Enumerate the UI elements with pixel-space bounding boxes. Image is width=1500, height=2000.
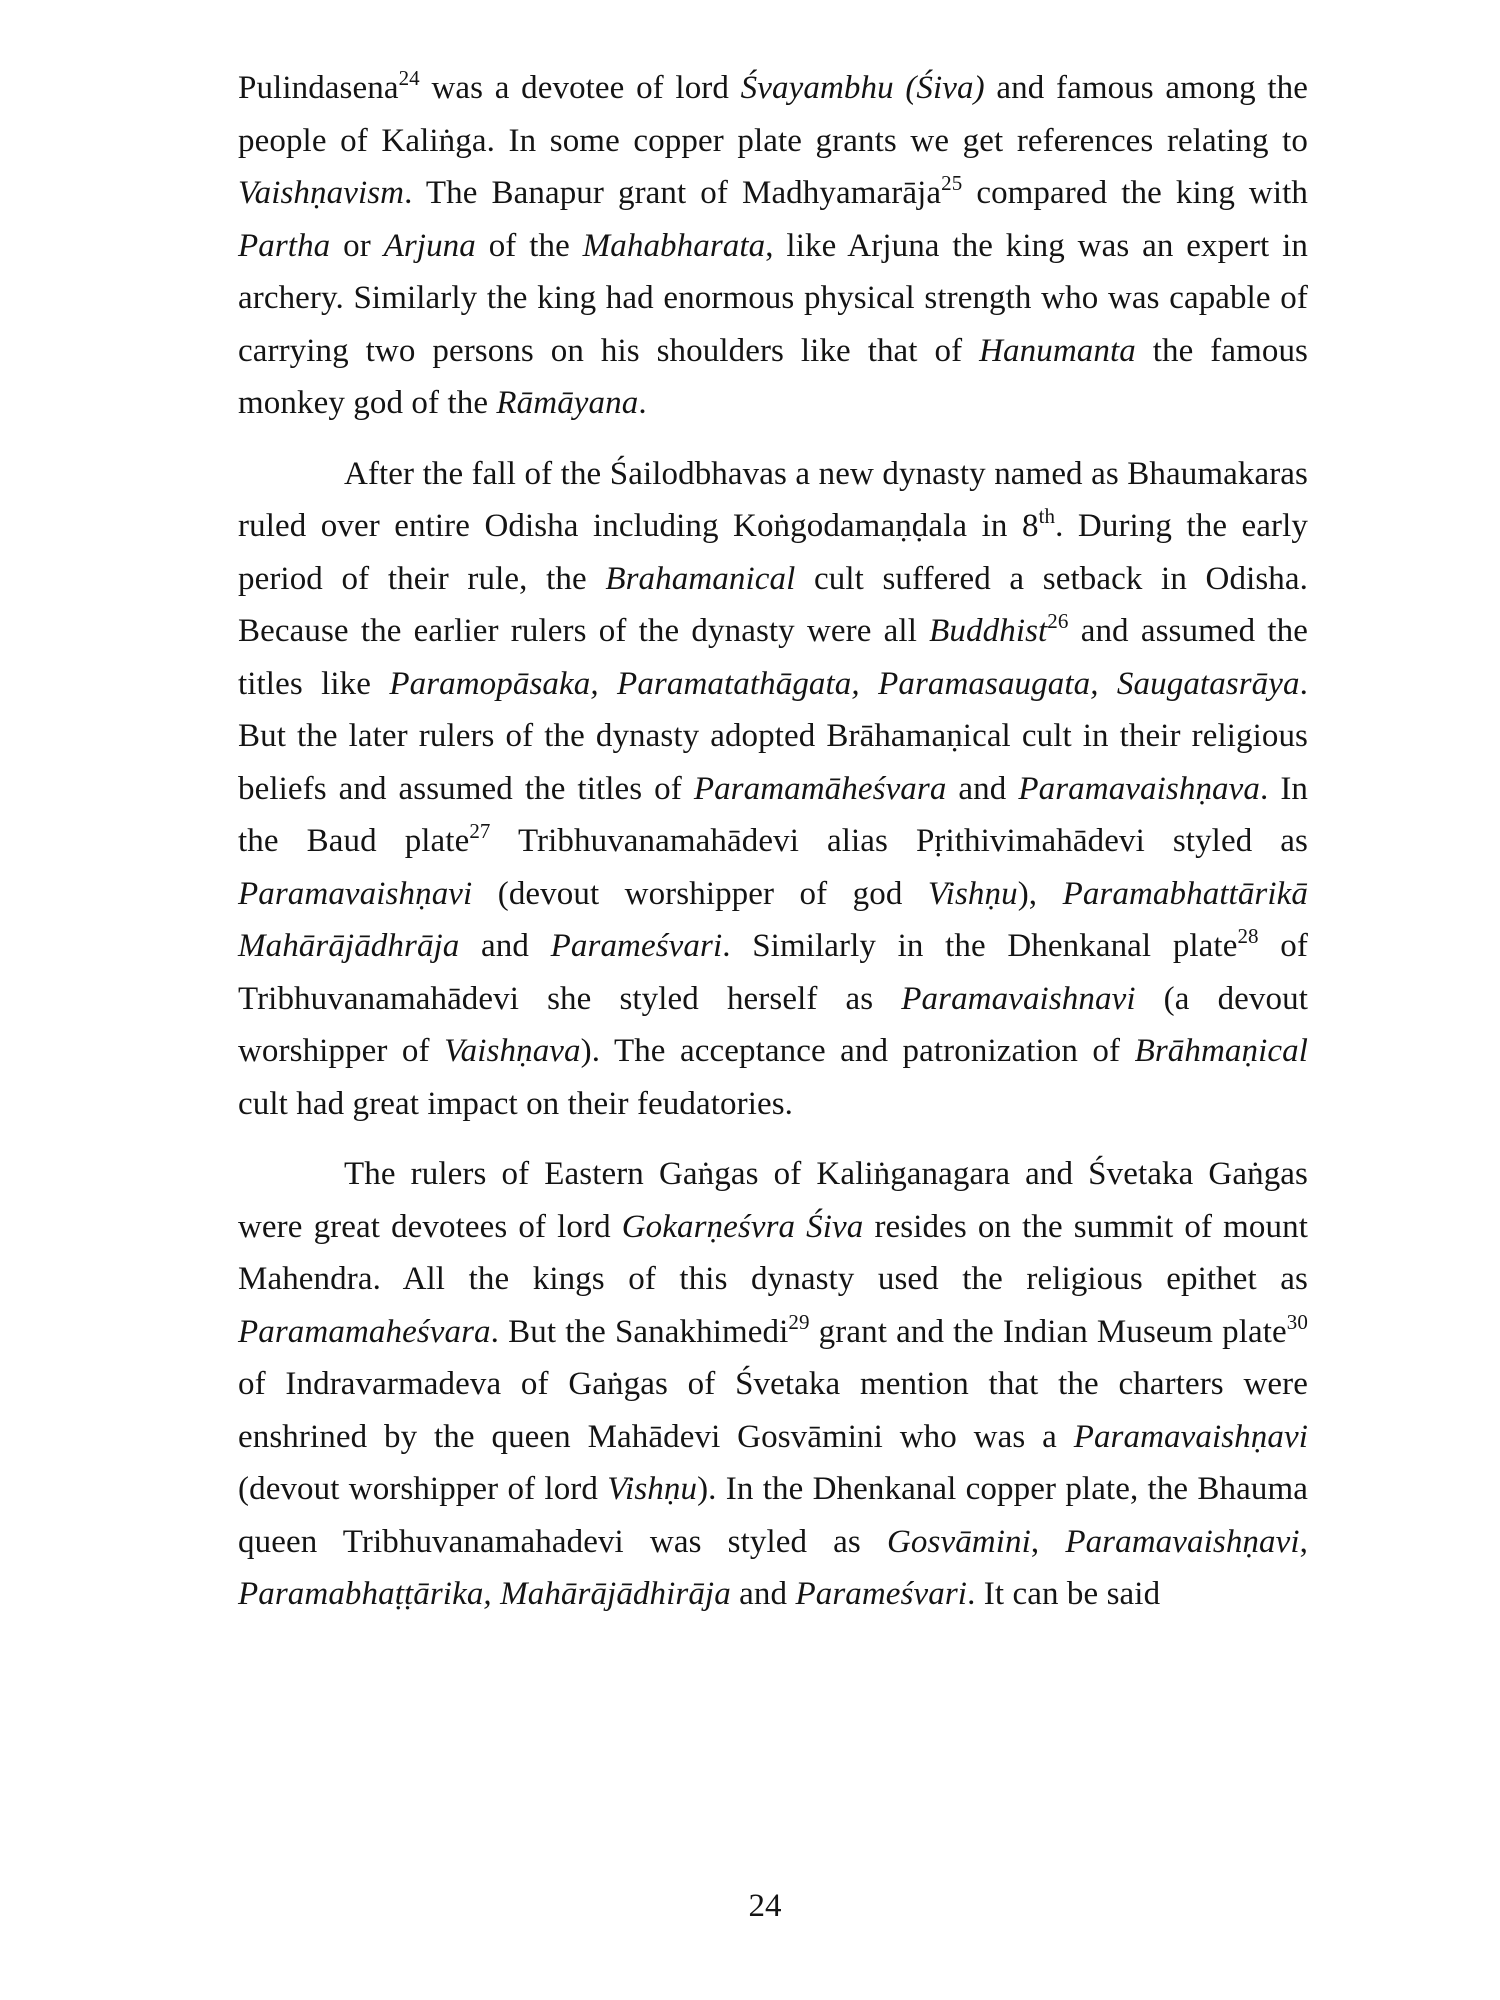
paragraph-3 bbox=[238, 1148, 1308, 1621]
text-run: (a devout worshipper of bbox=[238, 980, 1308, 1069]
document-page bbox=[238, 62, 1308, 1621]
text-run: compared the king with bbox=[962, 175, 1308, 211]
text-run: of Indravarmadeva of Gaṅgas of Śvetaka mention that the charters were enshrined by the queen Mahādevi Gosvāmini who was a bbox=[238, 1366, 1308, 1455]
footnote-ref: 30 bbox=[1286, 1309, 1308, 1334]
text-run: ). In the Dhenkanal copper plate, the Bhauma queen Tribhuvanamahadevi was styled as bbox=[238, 1471, 1308, 1560]
text-run: Pulindasena bbox=[238, 70, 399, 106]
italic-term: Partha bbox=[238, 227, 331, 264]
text-run: The rulers of Eastern Gaṅgas of Kaliṅganagara and Śvetaka Gaṅgas were great devotees of lord bbox=[238, 1156, 1308, 1245]
italic-term: Paramopāsaka, Paramatathāgata, Paramasaugata, Saugatasrāya bbox=[389, 665, 1300, 702]
italic-term: Gokarṇeśvra Śiva bbox=[621, 1208, 864, 1245]
text-run: . But the later rulers of the dynasty adopted Brāhamaṇical cult in their religious beliefs and assumed the titles of bbox=[238, 665, 1308, 807]
italic-term: Paramamaheśvara bbox=[238, 1313, 491, 1350]
footnote-ref: 24 bbox=[398, 66, 420, 90]
text-run: (devout worshipper of god bbox=[472, 875, 928, 912]
italic-term: Paramavaishṇavi bbox=[238, 875, 473, 912]
text-run: . bbox=[638, 385, 647, 421]
text-run: , like Arjuna the king was an expert in archery. Similarly the king had enormous physical strength who was capable of carrying two persons on his shoulders like that of bbox=[238, 227, 1309, 369]
italic-term: Paramavaishṇava bbox=[1018, 770, 1260, 807]
text-run: . The Banapur grant of Madhyamarāja bbox=[404, 175, 942, 211]
italic-term: Paramavaishnavi bbox=[901, 980, 1136, 1017]
text-run: . But the Sanakhimedi bbox=[490, 1313, 789, 1350]
paragraph-1 bbox=[238, 62, 1308, 430]
text-run: grant and the Indian Museum plate bbox=[809, 1313, 1287, 1350]
page-number: 24 bbox=[748, 1888, 782, 1924]
italic-term: Paramabhattārikā Mahārājādhrāja bbox=[238, 875, 1308, 964]
text-run: , bbox=[1030, 1523, 1066, 1560]
italic-term: Parameśvari bbox=[795, 1576, 968, 1612]
text-run: and bbox=[730, 1576, 796, 1612]
text-run: of the bbox=[475, 227, 583, 264]
footnote-ref: 26 bbox=[1047, 609, 1069, 633]
italic-term: Brahamanical bbox=[605, 560, 796, 597]
text-run: the famous monkey god of the bbox=[238, 332, 1309, 421]
text-run: resides on the summit of mount Mahendra. All the kings of this dynasty used the religious epithet as bbox=[238, 1208, 1308, 1297]
italic-term: Paramabhaṭṭārika, Mahārājādhirāja bbox=[238, 1576, 731, 1612]
text-run: ), bbox=[1017, 875, 1063, 912]
text-run: After the fall of the Śailodbhavas a new dynasty named as Bhaumakaras ruled over entire Odisha including Koṅgodamaṇḍala in 8 bbox=[238, 455, 1308, 544]
text-run: and bbox=[946, 770, 1019, 807]
text-run: cult suffered a setback in Odisha. Because the earlier rulers of the dynasty were all bbox=[238, 560, 1308, 649]
italic-term: Hanumanta bbox=[979, 332, 1136, 369]
text-run: Tribhuvanamahādevi alias Pṛithivimahādevi styled as bbox=[490, 823, 1308, 859]
italic-term: Vaishṇava bbox=[444, 1033, 581, 1069]
footnote-ref: 28 bbox=[1237, 924, 1259, 948]
text-run: of Tribhuvanamahādevi she styled herself as bbox=[238, 928, 1308, 1017]
text-run: and assumed the titles like bbox=[238, 613, 1308, 702]
italic-term: Gosvāmini bbox=[886, 1523, 1031, 1560]
italic-term: Brāhmaṇical bbox=[1134, 1033, 1308, 1069]
footnote-ref: 29 bbox=[788, 1309, 810, 1334]
text-run: . Similarly in the Dhenkanal plate bbox=[722, 928, 1238, 964]
italic-term: Parameśvari bbox=[550, 928, 723, 964]
text-run: . In the Baud plate bbox=[238, 770, 1309, 859]
text-run: and bbox=[459, 928, 551, 964]
italic-term: Paramavaishṇavi bbox=[1065, 1523, 1300, 1560]
italic-term: Rāmāyana bbox=[496, 385, 639, 421]
italic-term: Śvayambhu (Śiva) bbox=[740, 70, 985, 106]
italic-term: Paramavaishṇavi bbox=[1073, 1418, 1308, 1455]
text-run: (devout worshipper of lord bbox=[238, 1471, 608, 1507]
text-run: . It can be said bbox=[967, 1576, 1161, 1612]
text-run: , bbox=[1299, 1523, 1308, 1560]
italic-term: Vaishṇavism bbox=[238, 175, 405, 211]
text-run: ). The acceptance and patronization of bbox=[580, 1033, 1135, 1069]
text-run: . During the early period of their rule, the bbox=[238, 508, 1308, 597]
footnote-ref: th bbox=[1038, 504, 1056, 528]
italic-term: Vishṇu bbox=[927, 875, 1018, 912]
text-run: or bbox=[330, 227, 384, 264]
paragraph-2 bbox=[238, 448, 1308, 1131]
italic-term: Mahabharata bbox=[582, 227, 766, 264]
text-run: cult had great impact on their feudatories. bbox=[238, 1085, 794, 1122]
footnote-ref: 27 bbox=[469, 819, 491, 843]
italic-term: Arjuna bbox=[383, 227, 476, 264]
footnote-ref: 25 bbox=[941, 171, 963, 195]
text-run: was a devotee of lord bbox=[419, 70, 741, 106]
italic-term: Vishṇu bbox=[607, 1471, 698, 1507]
italic-term: Paramamāheśvara bbox=[693, 770, 947, 807]
italic-term: Buddhist bbox=[929, 613, 1048, 649]
text-run: and famous among the people of Kaliṅga. In some copper plate grants we get references relating to bbox=[238, 70, 1308, 159]
